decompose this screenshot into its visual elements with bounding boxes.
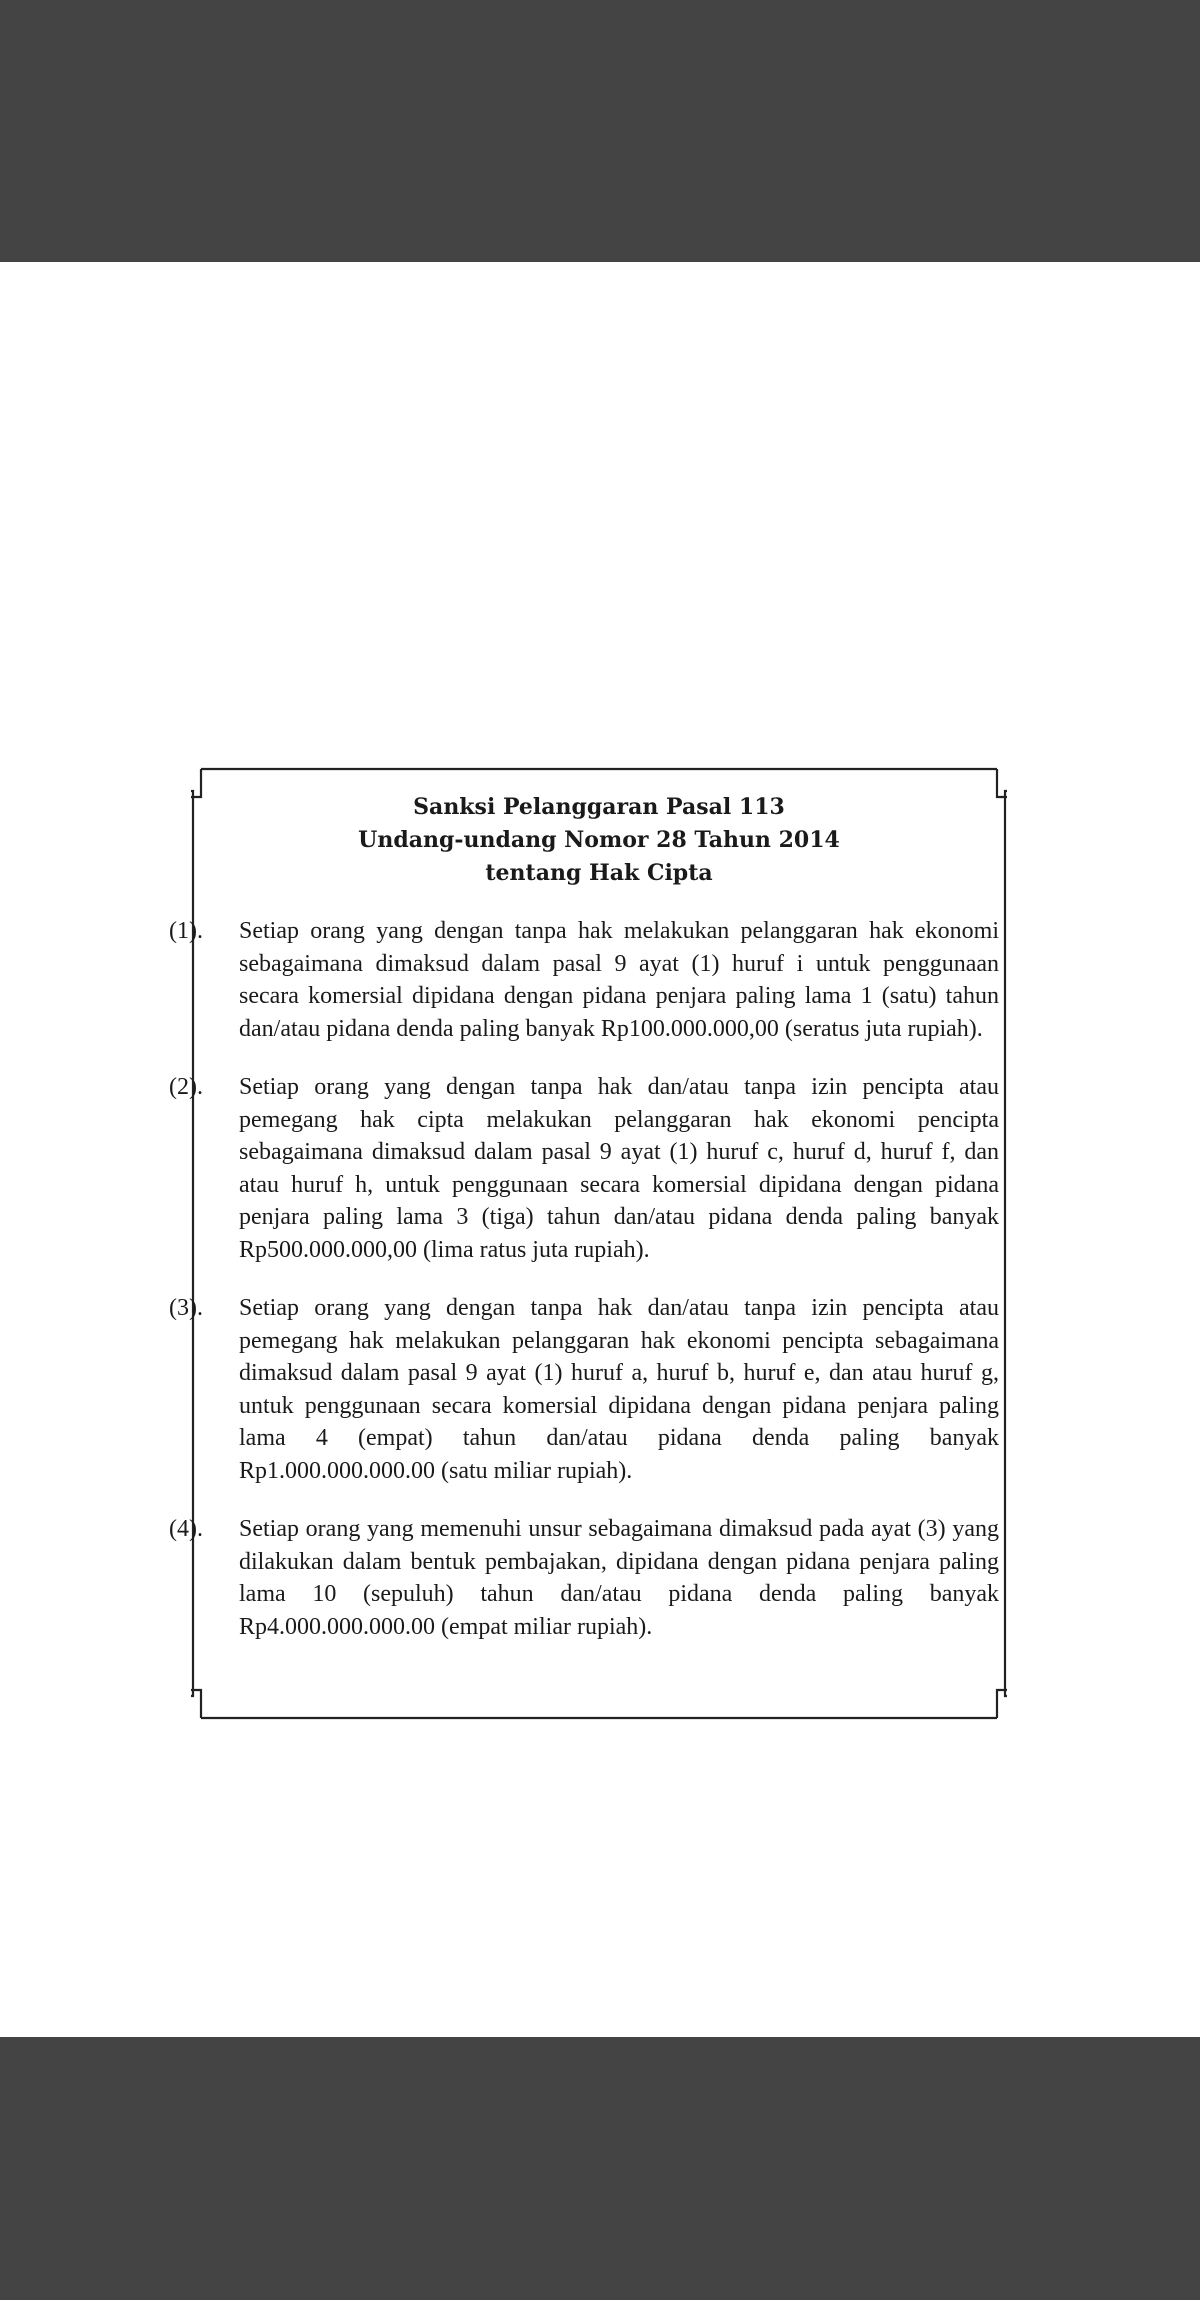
article-item <box>169 1071 999 1266</box>
article-number: (1). <box>169 918 203 944</box>
article-number: (2). <box>169 1074 203 1100</box>
bottom-letterbox <box>0 2037 1200 2300</box>
article-text: Setiap orang yang dengan tanpa hak dan/atau tanpa izin pencipta atau pemegang hak cipta melakukan pelanggaran hak ekonomi pencipta sebagaimana dimaksud dalam pasal 9 ayat (1) huruf c, huruf d, huruf f, dan atau huruf h, untuk penggunaan secara komersial dipidana dengan pidana penjara paling lama 3 (tiga) tahun dan/atau pidana denda paling banyak Rp500.000.000,00 (lima ratus juta rupiah). <box>239 1074 999 1263</box>
article-text: Setiap orang yang memenuhi unsur sebagaimana dimaksud pada ayat (3) yang dilakukan dalam bentuk pembajakan, dipidana dengan pidana penjara paling lama 10 (sepuluh) tahun dan/atau pidana denda paling banyak Rp4.000.000.000.00 (empat miliar rupiah). <box>239 1516 999 1640</box>
document-title <box>191 791 1007 890</box>
article-number: (4). <box>169 1516 203 1542</box>
top-letterbox <box>0 0 1200 262</box>
decorative-frame <box>169 767 1007 1720</box>
article-text: Setiap orang yang dengan tanpa hak melakukan pelanggaran hak ekonomi sebagaimana dimaksud dalam pasal 9 ayat (1) huruf i untuk penggunaan secara komersial dipidana dengan pidana penjara paling lama 1 (satu) tahun dan/atau pidana denda paling banyak Rp100.000.000,00 (seratus juta rupiah). <box>239 918 999 1042</box>
title-line-2: Undang-undang Nomor 28 Tahun 2014 <box>358 827 840 853</box>
article-item <box>169 915 999 1045</box>
article-item <box>169 1292 999 1487</box>
article-text: Setiap orang yang dengan tanpa hak dan/atau tanpa izin pencipta atau pemegang hak melakukan pelanggaran hak ekonomi pencipta sebagaimana dimaksud dalam pasal 9 ayat (1) huruf a, huruf b, huruf e, dan atau huruf g, untuk penggunaan secara komersial dipidana dengan pidana penjara paling lama 4 (empat) tahun dan/atau pidana denda paling banyak Rp1.000.000.000.00 (satu miliar rupiah). <box>239 1295 999 1484</box>
article-item <box>169 1513 999 1643</box>
title-line-1: Sanksi Pelanggaran Pasal 113 <box>413 794 785 820</box>
title-line-3: tentang Hak Cipta <box>485 860 713 886</box>
article-number: (3). <box>169 1295 203 1321</box>
article-list <box>169 915 999 1669</box>
